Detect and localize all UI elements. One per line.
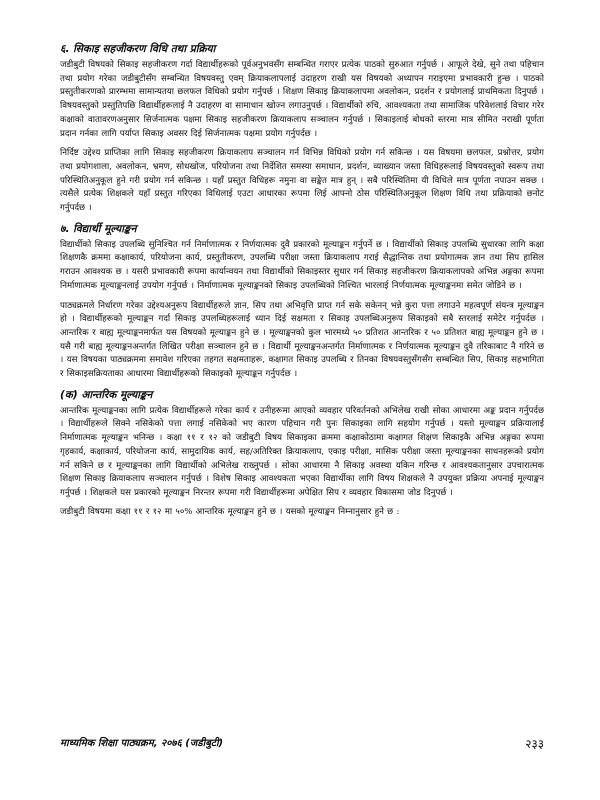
footer-title: माध्यमिक शिक्षा पाठ्यक्रम, २०७६ (जडीबुटी) (60, 738, 224, 749)
internal-assessment-paragraph-1: आन्तरिक मूल्याङ्कनका लागि प्रत्येक विद्यार्थीहरूले गरेका कार्य र उनीहरूमा आएको व्यवहार परिवर्तनको अभिलेख राखी सोका आधारमा अङ्क प्रदान गर्नुपर्दछ । विद्यार्थीहरूले सिक्ने नसिकेको पत्ता लगाई नसिकेको भए कारण पहिचान गरी पुनः सिकाइका लागि सहयोग गर्नुपर्छ । यस्तो मूल्याङ्कन प्रक्रियालाई निर्माणात्मक मूल्याङ्कन भनिन्छ । कक्षा ११ र १२ को जडीबुटी विषय सिकाइका क्रममा कक्षाकोठामा कक्षागत शिक्षण सिकाइकै अभिन्न अङ्गका रूपमा गृहकार्य, कक्षाकार्य, परियोजना कार्य, सामुदायिक कार्य, सह/अतिरिक्त क्रियाकलाप, एकाइ परीक्षा, मासिक परीक्षा जस्ता मूल्याङ्कनका साधनहरूको प्रयोग गर्न सकिने छ र मूल्याङ्कनका लागि विद्यार्थीको अभिलेख राख्नुपर्छ । सोका आधारमा नै सिकाइ अवस्था यकिन गरिन्छ र आवश्यकतानुसार उपचारात्मक शिक्षण सिकाइ क्रियाकलाप सञ्चालन गर्नुपर्छ । विशेष सिकाइ आवश्यकता भएका विद्यार्थीका लागि विषय शिक्षकले नै उपयुक्त प्रक्रिया अपनाई मूल्याङ्कन गर्नुपर्छ । शिक्षकले यस प्रकारको मूल्याङ्कन निरन्तर रूपमा गरी विद्यार्थीहरूमा अपेक्षित सिप र व्यवहार विकासमा जोड दिनुपर्छ । (60, 405, 544, 498)
section-6-paragraph-1: जडीबुटी विषयको सिकाइ सहजीकरण गर्दा विद्यार्थीहरूको पूर्वअनुभवसँग सम्बन्धित गराएर प्रत्येक पाठको सुरुआत गर्नुपर्छ । आफूले देखे, सुने तथा पहिचान तथा प्रयोग गरेका जडीबुटीसँग सम्बन्धित विषयवस्तु एवम् क्रियाकलापलाई उदाहरण राखी यस विषयको अध्यापन गराइएमा प्रभावकारी हुन्छ । पाठको प्रस्तुतीकरणको प्रारम्भमा सामान्यतया छलफल विधिको प्रयोग गर्नुपर्छ । शिक्षण सिकाइ क्रियाकलापमा अवलोकन, प्रदर्शन र प्रयोगलाई प्राथमिकता दिनुपर्छ । विषयवस्तुको प्रस्तुतिपछि विद्यार्थीहरूलाई नै उदाहरण वा सामाधान खोज्न लगाउनुपर्छ । विद्यार्थीको रुचि, आवश्यकता तथा सामाजिक परिवेशलाई विचार गरेर कक्षाको वातावरणअनुसार सिर्जनात्मक पक्षमा सिकाइ सहजीकरण क्रियाकलाप सञ्चालन गर्नुपर्छ । सिकाइलाई बोधको स्तरमा मात्र सीमित नराखी पूर्णता प्रदान गर्नका लागि पर्याप्त सिकाइ अवसर दिई सिर्जनात्मक पक्षमा प्रयोग गर्नुपर्दछ । (60, 60, 544, 139)
section-7-heading: ७. विद्यार्थी मूल्याङ्कन (60, 222, 137, 235)
internal-assessment-paragraph-2: जडीबुटी विषयमा कक्षा ११ र १२ मा ५०% आन्तरिक मूल्याङ्कन हुने छ । यसको मूल्याङ्कन निम्नानुसार हुने छ : (60, 506, 400, 517)
page-content (60, 42, 544, 524)
section-6-paragraph-2: निर्दिष्ट उद्देश्य प्राप्तिका लागि सिकाइ सहजीकरण क्रियाकलाप सञ्चालन गर्न विभिन्न विधिको प्रयोग गर्न सकिन्छ । यस विषयमा छलफल, प्रश्नोत्तर, प्रयोग तथा प्रयोगशाला, अवलोकन, भ्रमण, सोधखोज, परियोजना तथा निर्देशित समस्या समाधान, प्रदर्शन, व्याख्यान जस्ता विधिहरूलाई विषयवस्तुको स्वरूप तथा परिस्थितिअनुकूल हुने गरी प्रयोग गर्न सकिन्छ । यहाँ प्रस्तुत विधिहरू नमुना वा सङ्केत मात्र हुन् । सबै परिस्थितिमा यी विधिले मात्र पूर्णता नपाउन सक्छ । त्यसैले प्रत्येक शिक्षकले यहाँ प्रस्तुत गरिएका विधिलाई एउटा आधारका रूपमा लिई आफ्नो ठोस परिस्थितिअनुकूल शिक्षण विधि तथा प्रक्रियाको छनोट गर्नुपर्दछ । (60, 148, 544, 214)
section-7-paragraph-2: पाठ्यक्रमले निर्धारण गरेका उद्देश्यअनुरूप विद्यार्थीहरूले ज्ञान, सिप तथा अभिवृत्ति प्राप्त गर्न सके सकेनन् भन्ने कुरा पत्ता लगाउने महत्वपूर्ण संयन्त्र मूल्याङ्कन हो । विद्यार्थीहरूको मूल्याङ्कन गर्दा सिकाइ उपलब्धिहरूलाई ध्यान दिई सक्षमता र सिकाइ उपलब्धिअनुरूप सिकाइको सबै स्तरलाई समेटेर गर्नुपर्दछ । आन्तरिक र बाह्य मूल्याङ्कनमार्फत यस विषयको मूल्याङ्कन हुने छ । मूल्याङ्कनको कुल भारमध्ये ५० प्रतिशत आन्तरिक र ५० प्रतिशत बाह्य मूल्याङ्कन हुने छ । यसै गरी बाह्य मूल्याङ्कनअन्तर्गत लिखित परीक्षा सञ्चालन हुने छ । विद्यार्थी मूल्याङ्कनअन्तर्गत निर्माणात्मक र निर्णयात्मक मूल्याङ्कन दुवै तरिकाबाट नै गरिने छ । यस विषयका पाठ्यक्रममा समावेश गरिएका तहगत सक्षमताहरू, कक्षागत सिकाइ उपलब्धि र तिनका विषयवस्तुसँगसँग सम्बन्धित सिप, सिकाइ सहभागिता र सिकाइसक्रियताका आधारमा विद्यार्थीहरूको सिकाइको मूल्याङ्कन गर्नुपर्दछ । (60, 300, 544, 380)
page-number: २३३ (525, 737, 544, 751)
section-7-paragraph-1: विद्यार्थीको सिकाइ उपलब्धि सुनिश्चित गर्न निर्माणात्मक र निर्णयात्मक दुवै प्रकारको मूल्याङ्कन गर्नुपर्ने छ । विद्यार्थीको सिकाइ उपलब्धि सुधारका लागि कक्षा शिक्षणकै क्रममा कक्षाकार्य, परियोजना कार्य, प्रस्तुतीकरण, उपलब्धि परीक्षा जस्ता क्रियाकलाप गराई सैद्धान्तिक तथा प्रयोगात्मक ज्ञान तथा सिप हासिल गराउन आवश्यक छ । यसरी प्रभावकारी रूपमा कार्यान्वयन तथा विद्यार्थीको सिकाइस्तर सुधार गर्न सिकाइ सहजीकरण क्रियाकलापको अभिन्न अङ्गका रूपमा निर्माणात्मक मूल्याङ्कनलाई उपयोग गर्नुपर्छ । निर्माणात्मक मूल्याङ्कनको सिकाइ उपलब्धिको निश्चित भारलाई निर्णयात्मक मूल्याङ्कनमा समेत जोडिने छ । (60, 239, 544, 291)
page-footer (60, 736, 544, 754)
section-6-heading: ६. सिकाइ सहजीकरण विधि तथा प्रक्रिया (60, 43, 216, 55)
internal-assessment-heading: (क) आन्तरिक मूल्याङ्कन (60, 388, 153, 401)
